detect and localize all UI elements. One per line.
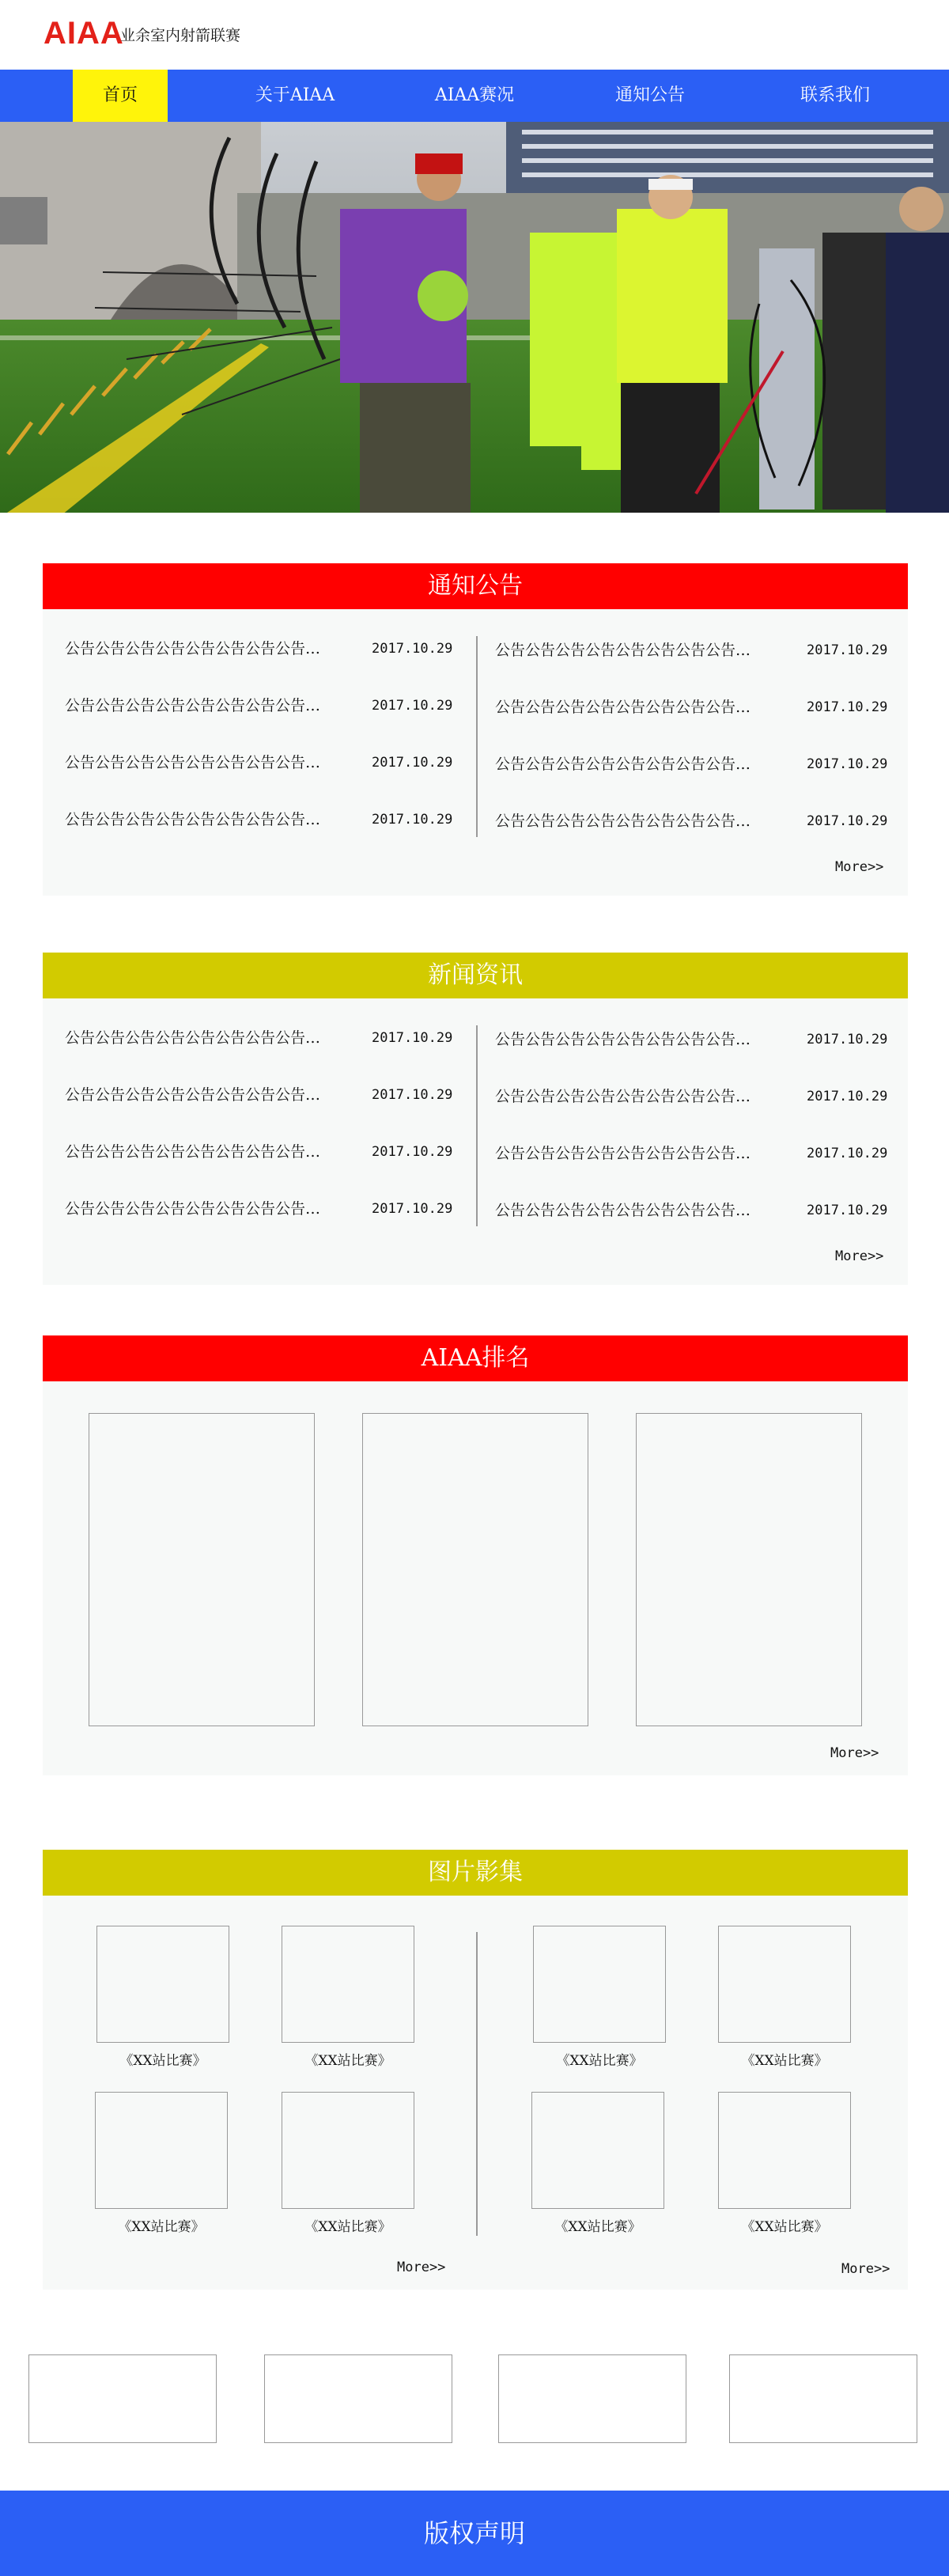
gallery-photo[interactable] <box>95 2092 228 2209</box>
notice-item-text[interactable]: 公告公告公告公告公告公告公告公告… <box>65 811 321 828</box>
gallery-caption[interactable]: 《XX站比赛》 <box>554 2219 641 2235</box>
gallery-more-link-left[interactable]: More>> <box>397 2260 446 2275</box>
news-item-date: 2017.10.29 <box>372 1201 453 1217</box>
nav-item-contact[interactable]: 联系我们 <box>800 85 870 105</box>
gallery-photo[interactable] <box>531 2092 664 2209</box>
news-item-text[interactable]: 公告公告公告公告公告公告公告公告… <box>495 1031 751 1048</box>
nav-item-notices[interactable]: 通知公告 <box>614 85 685 105</box>
news-item-date: 2017.10.29 <box>807 1146 888 1161</box>
news-item-text[interactable]: 公告公告公告公告公告公告公告公告… <box>65 1086 321 1104</box>
notice-item-date: 2017.10.29 <box>807 699 888 715</box>
logo-text[interactable]: 业余室内射箭联赛 <box>120 27 241 44</box>
news-item-text[interactable]: 公告公告公告公告公告公告公告公告… <box>495 1145 751 1162</box>
notice-section <box>43 563 908 896</box>
main-nav <box>0 70 949 122</box>
ranking-card-1[interactable] <box>89 1413 315 1726</box>
gallery-photo[interactable] <box>533 1926 666 2043</box>
notice-item-date: 2017.10.29 <box>807 756 888 772</box>
ranking-card-2[interactable] <box>362 1413 588 1726</box>
news-item-text[interactable]: 公告公告公告公告公告公告公告公告… <box>65 1029 321 1047</box>
gallery-caption[interactable]: 《XX站比赛》 <box>118 2219 205 2235</box>
news-item-date: 2017.10.29 <box>372 1087 453 1103</box>
notice-title: 通知公告 <box>43 563 908 609</box>
partner-link-2[interactable] <box>264 2354 452 2443</box>
partner-link-4[interactable] <box>729 2354 917 2443</box>
news-item-date: 2017.10.29 <box>807 1203 888 1218</box>
notice-item-date: 2017.10.29 <box>807 642 888 658</box>
gallery-photo[interactable] <box>282 2092 414 2209</box>
ranking-card-3[interactable] <box>636 1413 862 1726</box>
gallery-caption[interactable]: 《XX站比赛》 <box>304 2053 391 2069</box>
notice-item-date: 2017.10.29 <box>372 812 453 828</box>
news-title: 新闻资讯 <box>43 953 908 998</box>
gallery-photo[interactable] <box>718 1926 851 2043</box>
news-item-text[interactable]: 公告公告公告公告公告公告公告公告… <box>65 1200 321 1218</box>
site-header <box>0 0 949 70</box>
partner-link-3[interactable] <box>498 2354 686 2443</box>
news-item-date: 2017.10.29 <box>372 1144 453 1160</box>
gallery-caption[interactable]: 《XX站比赛》 <box>119 2053 206 2069</box>
logo-mark[interactable]: AIAA <box>43 16 124 51</box>
ranking-title: AIAA排名 <box>43 1335 908 1381</box>
gallery-caption[interactable]: 《XX站比赛》 <box>556 2053 643 2069</box>
gallery-more-link-right[interactable]: More>> <box>841 2261 890 2277</box>
notice-more-link[interactable]: More>> <box>835 859 884 875</box>
notice-item-text[interactable]: 公告公告公告公告公告公告公告公告… <box>65 754 321 771</box>
archery-photo <box>0 122 949 513</box>
hero-banner-image <box>0 122 949 513</box>
notice-item-text[interactable]: 公告公告公告公告公告公告公告公告… <box>495 813 751 830</box>
nav-item-matches[interactable]: AIAA赛况 <box>434 85 515 105</box>
notice-item-text[interactable]: 公告公告公告公告公告公告公告公告… <box>65 640 321 657</box>
ranking-more-link[interactable]: More>> <box>830 1745 879 1761</box>
notice-item-date: 2017.10.29 <box>372 641 453 657</box>
gallery-caption[interactable]: 《XX站比赛》 <box>304 2219 391 2235</box>
gallery-caption[interactable]: 《XX站比赛》 <box>741 2053 828 2069</box>
nav-item-home[interactable]: 首页 <box>73 70 168 122</box>
column-divider <box>476 636 478 837</box>
gallery-section <box>43 1850 908 2290</box>
notice-item-date: 2017.10.29 <box>372 698 453 714</box>
news-item-date: 2017.10.29 <box>807 1032 888 1047</box>
news-item-date: 2017.10.29 <box>372 1030 453 1046</box>
ranking-section <box>43 1335 908 1775</box>
gallery-photo[interactable] <box>282 1926 414 2043</box>
news-section <box>43 953 908 1285</box>
notice-item-text[interactable]: 公告公告公告公告公告公告公告公告… <box>495 756 751 773</box>
column-divider <box>476 1025 478 1226</box>
news-item-text[interactable]: 公告公告公告公告公告公告公告公告… <box>65 1143 321 1161</box>
notice-item-date: 2017.10.29 <box>807 813 888 829</box>
news-item-date: 2017.10.29 <box>807 1089 888 1104</box>
gallery-photo[interactable] <box>718 2092 851 2209</box>
news-item-text[interactable]: 公告公告公告公告公告公告公告公告… <box>495 1202 751 1219</box>
news-more-link[interactable]: More>> <box>835 1248 884 1264</box>
notice-item-text[interactable]: 公告公告公告公告公告公告公告公告… <box>495 642 751 659</box>
gallery-title: 图片影集 <box>43 1850 908 1896</box>
news-item-text[interactable]: 公告公告公告公告公告公告公告公告… <box>495 1088 751 1105</box>
nav-item-about[interactable]: 关于AIAA <box>255 85 335 105</box>
column-divider <box>476 1932 478 2236</box>
footer-copyright: 版权声明 <box>0 2491 949 2576</box>
gallery-photo[interactable] <box>96 1926 229 2043</box>
notice-item-text[interactable]: 公告公告公告公告公告公告公告公告… <box>495 699 751 716</box>
notice-item-date: 2017.10.29 <box>372 755 453 771</box>
notice-item-text[interactable]: 公告公告公告公告公告公告公告公告… <box>65 697 321 714</box>
gallery-caption[interactable]: 《XX站比赛》 <box>741 2219 828 2235</box>
partner-link-1[interactable] <box>28 2354 217 2443</box>
